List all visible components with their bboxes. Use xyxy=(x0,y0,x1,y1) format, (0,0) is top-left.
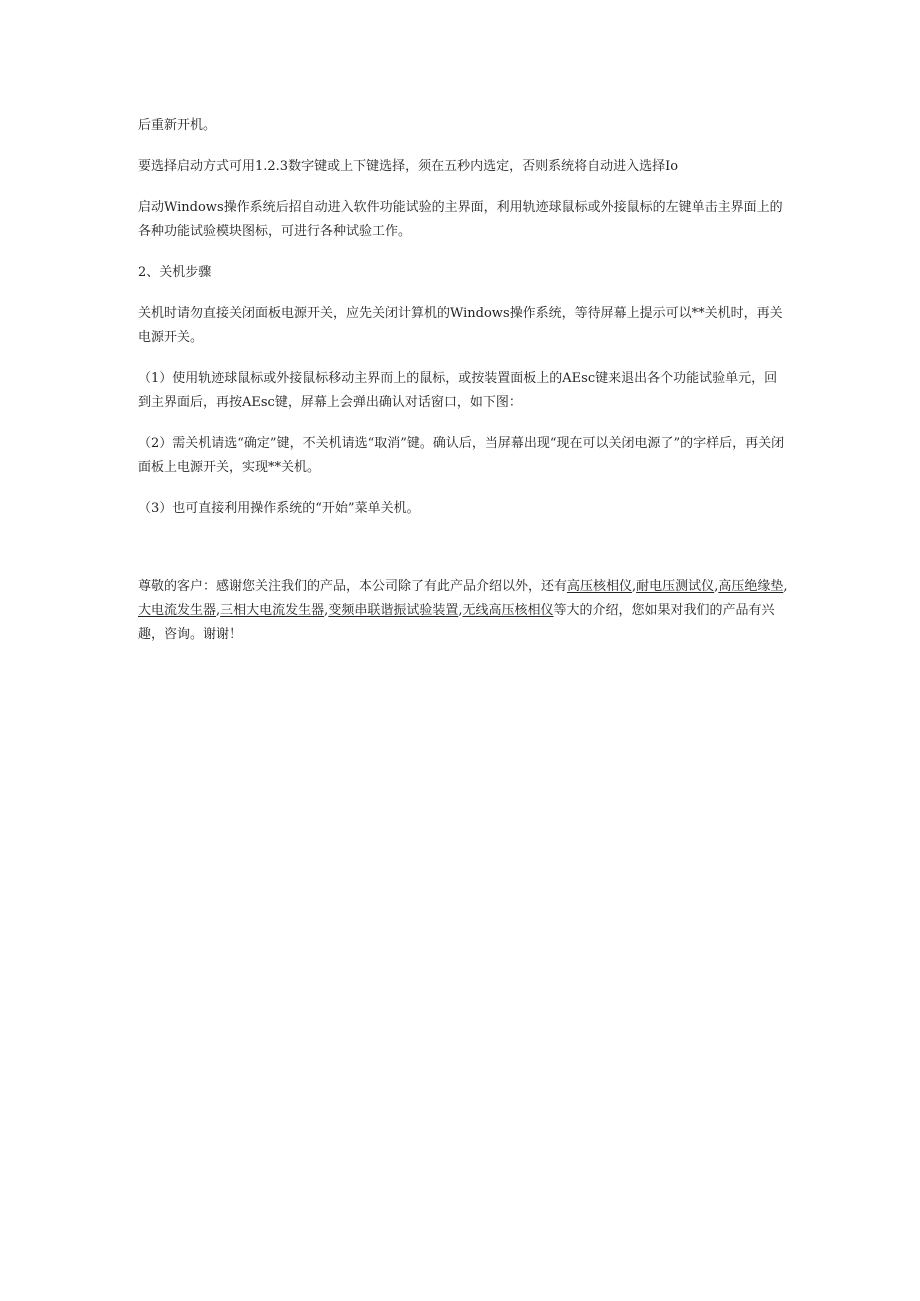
spacer xyxy=(138,538,788,575)
paragraph-shutdown-warning: 关机时请勿直接关闭面板电源开关，应先关闭计算机的Windows操作系统，等待屏幕上提示可以**关机时，再关电源开关。 xyxy=(138,306,783,345)
closing-outro: 等大的介绍，您如果对我们的产品有兴趣，咨询。谢谢！ xyxy=(138,603,775,642)
link-high-current-generator[interactable]: 大电流发生器 xyxy=(138,603,217,618)
link-wireless-high-voltage-phase-checker[interactable]: 无线高压核相仪 xyxy=(462,603,554,618)
link-high-voltage-insulation-mat[interactable]: 高压绝缘垫 xyxy=(718,579,784,594)
link-three-phase-high-current-generator[interactable]: 三相大电流发生器 xyxy=(220,603,325,618)
paragraph-step-3: （3）也可直接利用操作系统的“开始”菜单关机。 xyxy=(138,501,420,516)
link-separator: , xyxy=(216,603,221,618)
link-high-voltage-phase-checker[interactable]: 高压核相仪 xyxy=(567,579,633,594)
document-page xyxy=(138,114,788,664)
link-separator: , xyxy=(458,603,463,618)
closing-intro: 尊敬的客户：感谢您关注我们的产品，本公司除了有此产品介绍以外，还有 xyxy=(138,579,568,594)
closing-paragraph xyxy=(138,575,788,647)
link-separator: , xyxy=(324,603,329,618)
paragraph-step-2: （2）需关机请选“确定”键，不关机请选“取消”键。确认后，当屏幕出现“现在可以关闭电源了”的字样后，再关闭面板上电源开关，实现**关机。 xyxy=(138,436,785,475)
link-separator: , xyxy=(714,579,719,594)
paragraph-windows-start: 启动Windows操作系统后招自动进入软件功能试验的主界面，利用轨迹球鼠标或外接鼠标的左键单击主界面上的各种功能试验模块图标，可进行各种试验工作。 xyxy=(138,200,783,239)
link-variable-frequency-series-resonance-device[interactable]: 变频串联谐振试验装置 xyxy=(328,603,459,618)
link-separator: , xyxy=(783,579,788,594)
link-separator: , xyxy=(632,579,637,594)
paragraph-boot-select: 要选择启动方式可用1.2.3数字键或上下键选择，须在五秒内选定，否则系统将自动进入选择Io xyxy=(138,159,679,174)
section-heading-shutdown: 2、关机步骤 xyxy=(138,265,212,280)
paragraph-step-1: （1）使用轨迹球鼠标或外接鼠标移动主界而上的鼠标，或按装置面板上的AEsc键来退出各个功能试验单元，回到主界面后，再按AEsc键，屏幕上会弹出确认对话窗口，如下图： xyxy=(138,371,778,410)
link-withstand-voltage-tester[interactable]: 耐电压测试仪 xyxy=(636,579,715,594)
paragraph-restart: 后重新开机。 xyxy=(138,118,217,133)
